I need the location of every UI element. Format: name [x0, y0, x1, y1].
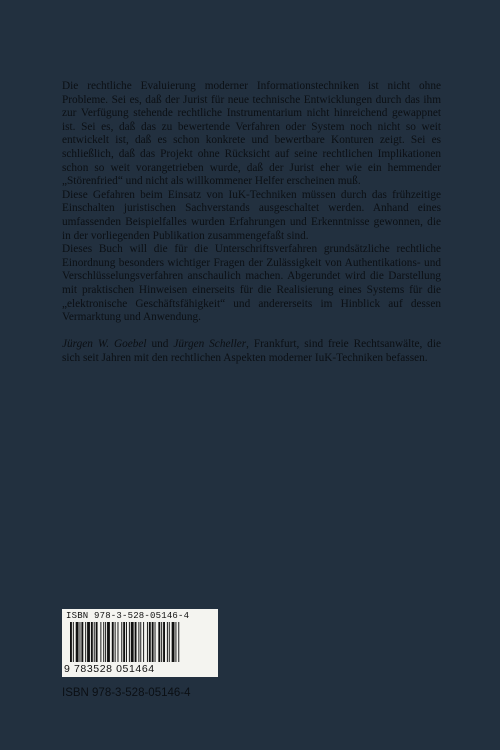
paragraph-spacer: [62, 325, 441, 339]
blurb-paragraph-3: Dieses Buch will die für die Unterschriftsverfahren grundsätzliche rechtliche Einordnung besonders wichtiger Fragen der Zulässigkeit von Authentikations- und Verschlüsselungsverfahren anschaulich machen. Abgerundet wird die Darstellung mit praktischen Hinweisen einerseits für die Realisierung eines Systems für die „elektronische Geschäftsfähigkeit“ und andererseits im Hinblick auf dessen Vermarktung und Anwendung.: [62, 243, 441, 324]
barcode-digits: 9 783528 051464: [64, 663, 155, 675]
isbn-barcode: [62, 609, 218, 677]
author-note: [62, 338, 441, 365]
author-name-1: Jürgen W. Goebel: [62, 338, 147, 351]
blurb-paragraph-1: Die rechtliche Evaluierung moderner Informationstechniken ist nicht ohne Probleme. Sei es, daß der Jurist für neue technische Entwicklungen durch das ihm zur Verfügung stehende rechtliche Instrumentarium nicht hinreichend gewappnet ist. Sei es, daß das zu bewertende Verfahren oder System noch nicht so weit entwickelt ist, daß es schon konkrete und bewertbare Konturen zeigt. Sei es schließlich, daß das Projekt ohne Rücksicht auf seine rechtlichen Implikationen schon so weit vorangetrieben wurde, daß der Jurist eher wie ein hemmender „Störenfried“ und nicht als willkommener Helfer erscheinen muß.: [62, 80, 441, 188]
author-name-2: Jürgen Scheller: [173, 338, 247, 351]
author-note-text: , Frankfurt, sind freie Rechtsanwälte, die sich seit Jahren mit den rechtlichen Aspekten moderner IuK-Techniken befassen.: [62, 338, 441, 364]
back-cover-blurb: [62, 80, 441, 365]
barcode-isbn-label: ISBN 978-3-528-05146-4: [66, 611, 190, 621]
blurb-paragraph-2: Diese Gefahren beim Einsatz von IuK-Techniken müssen durch das frühzeitige Einschalten juristischen Sachverstands ausgeschaltet werden. Anhand eines umfassenden Beispielfalles wurden Erfahrungen und Erkenntnisse gewonnen, die in der vorliegenden Publikation zusammengefaßt sind.: [62, 188, 441, 242]
barcode-bars-graphic: [70, 622, 210, 662]
isbn-text: ISBN 978-3-528-05146-4: [62, 687, 191, 699]
barcode-bars: [70, 622, 210, 662]
author-conjunction: und: [146, 338, 174, 351]
